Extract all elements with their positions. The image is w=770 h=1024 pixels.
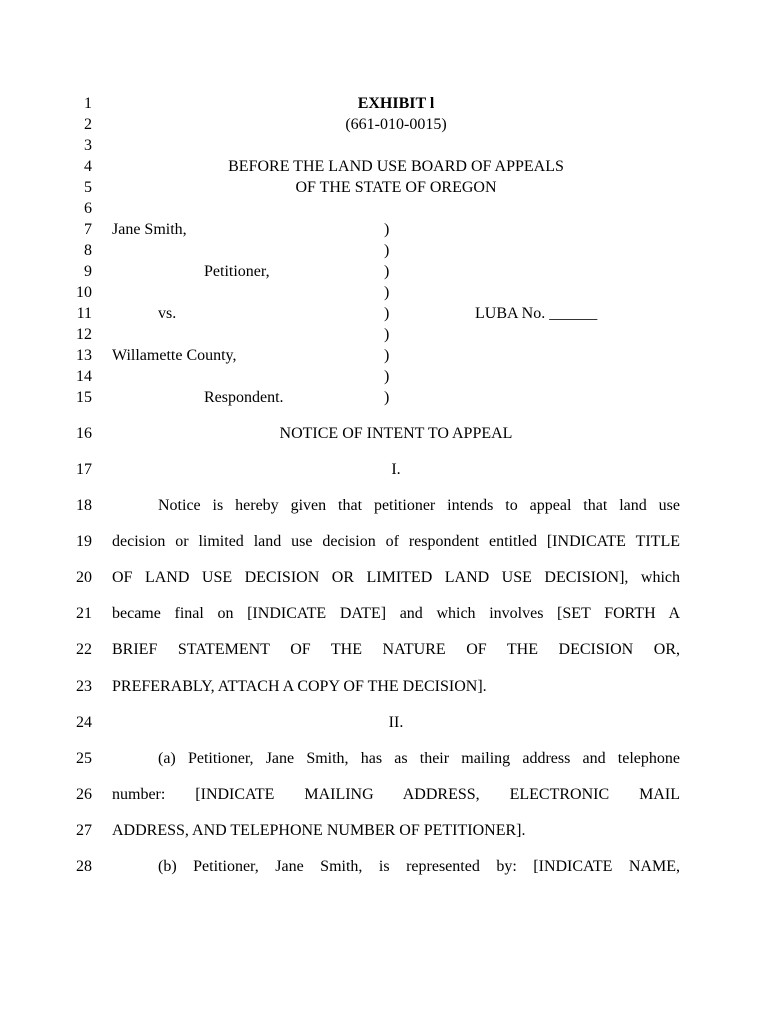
line-number: 20: [76, 569, 92, 586]
caption-bracket: ): [384, 389, 390, 406]
line-number: 26: [76, 786, 92, 803]
line-number: 21: [76, 605, 92, 622]
line-number: 25: [76, 750, 92, 767]
line-number: 1: [84, 95, 92, 112]
line-number: 4: [84, 158, 92, 175]
line-number: 12: [76, 326, 92, 343]
caption-bracket: ): [384, 242, 390, 259]
tax-lot-number: (661-010-0015): [345, 116, 447, 133]
line-number: 24: [76, 714, 92, 731]
line-number: 14: [76, 368, 92, 385]
line-number: 15: [76, 389, 92, 406]
line-number: 27: [76, 822, 92, 839]
body-line: BRIEF STATEMENT OF THE NATURE OF THE DECISION OR,: [112, 641, 680, 658]
line-number: 18: [76, 497, 92, 514]
court-name-line-1: BEFORE THE LAND USE BOARD OF APPEALS: [228, 158, 564, 175]
body-line: ADDRESS, AND TELEPHONE NUMBER OF PETITIONER].: [112, 822, 526, 839]
line-number: 2: [84, 116, 92, 133]
petitioner-name: Jane Smith,: [112, 221, 187, 238]
line-number: 6: [84, 200, 92, 217]
body-line: became final on [INDICATE DATE] and which involves [SET FORTH A: [112, 605, 680, 622]
caption-bracket: ): [384, 368, 390, 385]
respondent-name: Willamette County,: [112, 347, 237, 364]
caption-bracket: ): [384, 305, 390, 322]
line-number: 19: [76, 533, 92, 550]
exhibit-heading: EXHIBIT l: [357, 95, 435, 112]
line-number: 17: [76, 461, 92, 478]
versus-label: vs.: [158, 305, 177, 322]
line-number: 8: [84, 242, 92, 259]
line-number: 9: [84, 263, 92, 280]
body-line: decision or limited land use decision of respondent entitled [INDICATE TITLE: [112, 533, 680, 550]
line-number: 13: [76, 347, 92, 364]
body-line: Notice is hereby given that petitioner intends to appeal that land use: [158, 497, 680, 514]
body-line: PREFERABLY, ATTACH A COPY OF THE DECISION].: [112, 678, 487, 695]
document-title: NOTICE OF INTENT TO APPEAL: [279, 425, 513, 442]
body-line: (a) Petitioner, Jane Smith, has as their mailing address and telephone: [158, 750, 680, 767]
line-number: 11: [76, 305, 92, 322]
respondent-role: Respondent.: [204, 389, 284, 406]
caption-bracket: ): [384, 263, 390, 280]
section-heading: I.: [391, 461, 401, 478]
court-name-line-2: OF THE STATE OF OREGON: [295, 179, 497, 196]
caption-bracket: ): [384, 221, 390, 238]
luba-number: LUBA No. ______: [475, 305, 598, 322]
line-number: 23: [76, 678, 92, 695]
line-number: 5: [84, 179, 92, 196]
line-number: 22: [76, 641, 92, 658]
line-number: 3: [84, 137, 92, 154]
petitioner-role: Petitioner,: [204, 263, 270, 280]
line-number: 28: [76, 858, 92, 875]
body-line: OF LAND USE DECISION OR LIMITED LAND USE DECISION], which: [112, 569, 680, 586]
caption-bracket: ): [384, 347, 390, 364]
caption-bracket: ): [384, 326, 390, 343]
line-number: 10: [76, 284, 92, 301]
section-heading: II.: [388, 714, 404, 731]
body-line: number: [INDICATE MAILING ADDRESS, ELECTRONIC MAIL: [112, 786, 680, 803]
body-line: (b) Petitioner, Jane Smith, is represented by: [INDICATE NAME,: [158, 858, 680, 875]
line-number: 7: [84, 221, 92, 238]
line-number: 16: [76, 425, 92, 442]
caption-bracket: ): [384, 284, 390, 301]
